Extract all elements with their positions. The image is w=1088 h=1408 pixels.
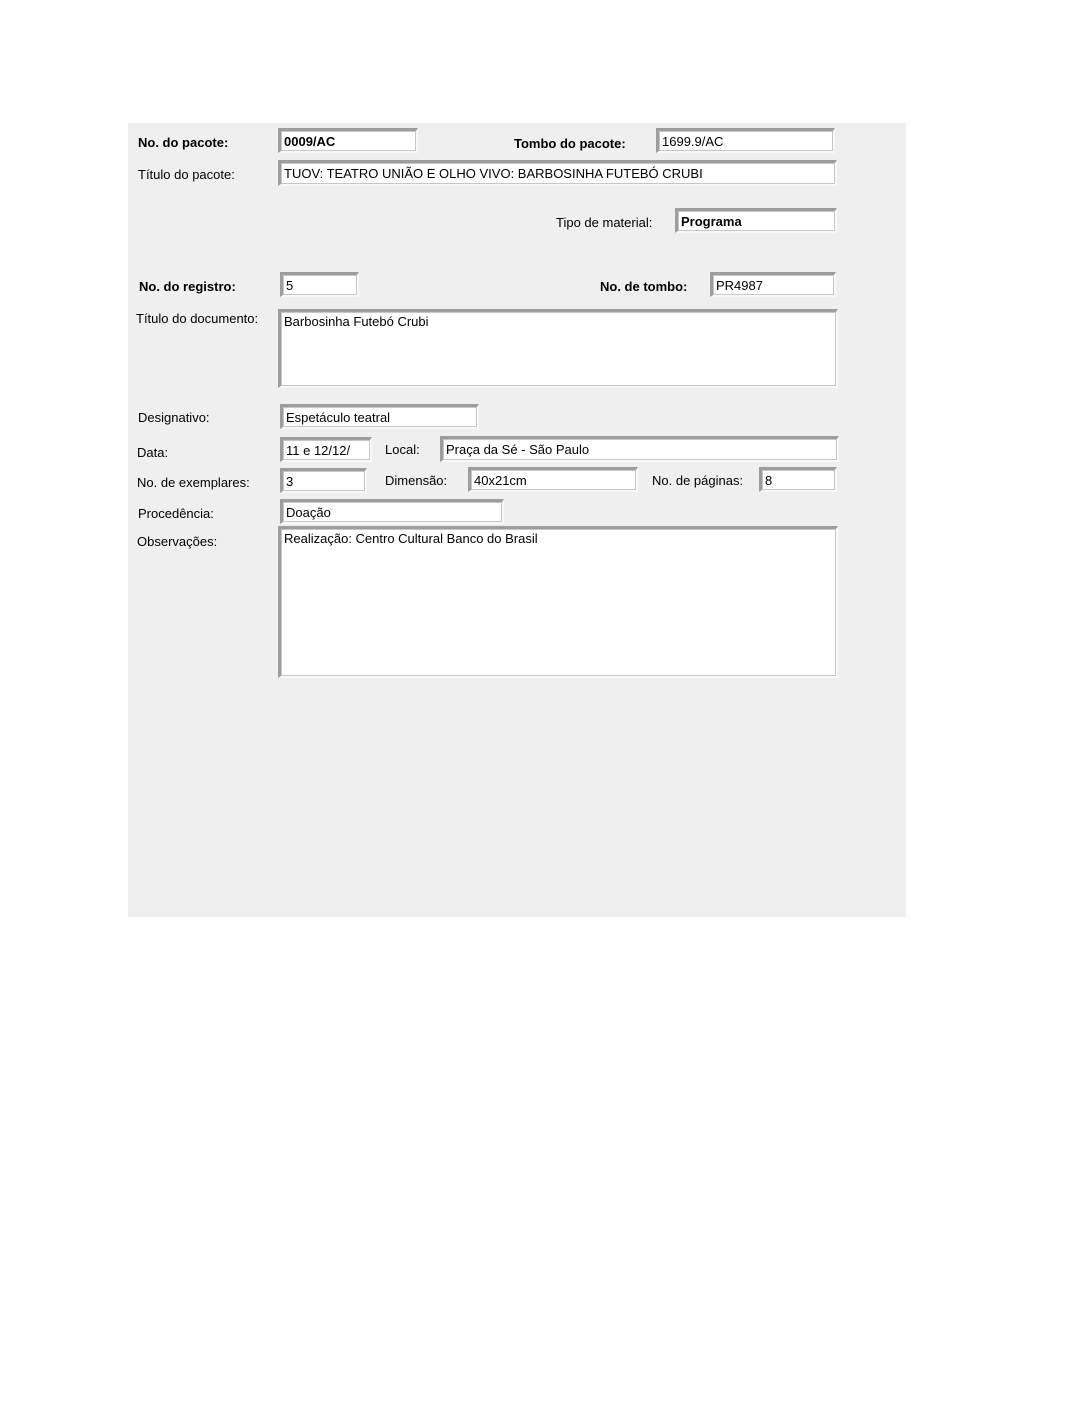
no-exemplares-label: No. de exemplares: <box>137 475 250 490</box>
tombo-pacote-input[interactable] <box>656 128 835 153</box>
tipo-material-input[interactable] <box>675 208 837 233</box>
procedencia-input[interactable] <box>280 499 504 524</box>
no-exemplares-input[interactable] <box>280 468 367 493</box>
titulo-documento-textarea[interactable] <box>278 309 838 388</box>
dimensao-input[interactable] <box>468 467 638 492</box>
no-tombo-label: No. de tombo: <box>600 279 688 294</box>
local-input[interactable] <box>440 436 839 462</box>
no-paginas-input[interactable] <box>759 467 837 492</box>
titulo-pacote-input[interactable] <box>278 160 837 186</box>
data-label: Data: <box>137 445 169 460</box>
data-input[interactable] <box>280 437 372 462</box>
tipo-material-label: Tipo de material: <box>556 215 653 230</box>
no-registro-input[interactable] <box>280 272 359 297</box>
tombo-pacote-label: Tombo do pacote: <box>514 136 626 151</box>
no-tombo-input[interactable] <box>710 272 836 297</box>
procedencia-label: Procedência: <box>138 506 214 521</box>
no-pacote-input[interactable] <box>278 128 418 153</box>
no-registro-label: No. do registro: <box>139 279 236 294</box>
record-form-panel <box>128 123 906 917</box>
local-label: Local: <box>385 442 420 457</box>
no-pacote-label: No. do pacote: <box>138 135 229 150</box>
titulo-pacote-label: Título do pacote: <box>138 167 235 182</box>
no-paginas-label: No. de páginas: <box>652 473 744 488</box>
designativo-input[interactable] <box>280 404 479 429</box>
dimensao-label: Dimensão: <box>385 473 448 488</box>
observacoes-label: Observações: <box>137 534 218 549</box>
titulo-documento-label: Título do documento: <box>136 311 259 326</box>
observacoes-textarea[interactable] <box>278 526 838 678</box>
designativo-label: Designativo: <box>138 410 210 425</box>
